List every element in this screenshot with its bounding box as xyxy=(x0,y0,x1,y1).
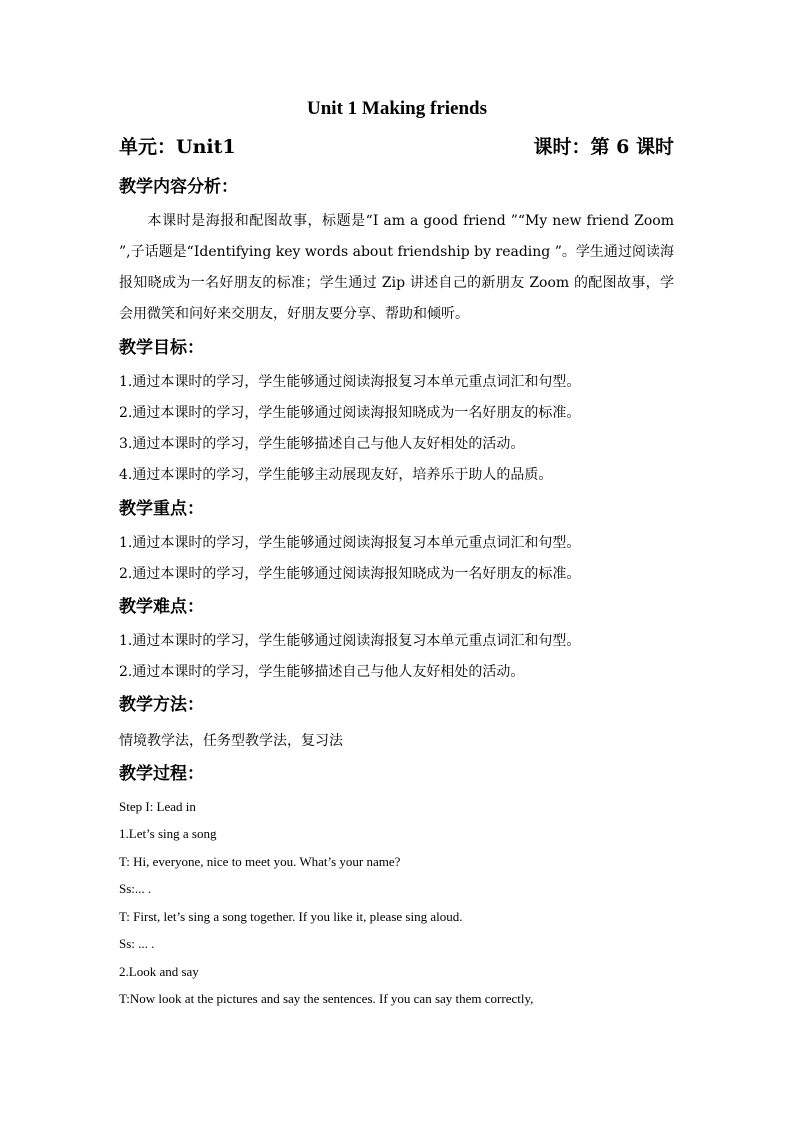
difficulty-item: 2.通过本课时的学习，学生能够描述自己与他人友好相处的活动。 xyxy=(119,664,525,680)
unit-info-line xyxy=(119,134,674,160)
content-analysis-text: 本课时是海报和配图故事，标题是“I am a good friend ”“My new friend Zoom ”,子话题是“Identifying key words about friendship by reading ”。学生通过阅读海报知晓成为一名好朋友的标准；学生通过 Zip 讲述自己的新朋友 Zoom 的配图故事，学会用微笑和问好来交朋友，好朋友要分享、帮助和倾听。 xyxy=(119,213,674,322)
difficulties-heading: 教学难点： xyxy=(119,597,204,617)
process-line: T: Hi, everyone, nice to meet you. What’s your name? xyxy=(119,854,401,869)
process-line: Ss: ... . xyxy=(119,936,155,951)
document-title: Unit 1 Making friends xyxy=(307,98,487,119)
process-heading: 教学过程： xyxy=(119,764,204,784)
objective-item: 1.通过本课时的学习，学生能够通过阅读海报复习本单元重点词汇和句型。 xyxy=(119,374,581,390)
difficulty-item: 1.通过本课时的学习，学生能够通过阅读海报复习本单元重点词汇和句型。 xyxy=(119,633,581,649)
key-point-item: 1.通过本课时的学习，学生能够通过阅读海报复习本单元重点词汇和句型。 xyxy=(119,535,581,551)
process-line: Ss:... . xyxy=(119,881,152,896)
process-line: T: First, let’s sing a song together. If you like it, please sing aloud. xyxy=(119,909,463,924)
process-line: T:Now look at the pictures and say the sentences. If you can say them correctly, xyxy=(119,991,534,1006)
objectives-heading: 教学目标： xyxy=(119,338,204,358)
content-analysis-heading: 教学内容分析： xyxy=(119,177,238,197)
content-analysis-paragraph xyxy=(119,206,674,330)
unit-label: 单元：Unit1 xyxy=(119,136,236,158)
objective-item: 2.通过本课时的学习，学生能够通过阅读海报知晓成为一名好朋友的标准。 xyxy=(119,405,581,421)
objective-item: 3.通过本课时的学习，学生能够描述自己与他人友好相处的活动。 xyxy=(119,436,525,452)
key-point-item: 2.通过本课时的学习，学生能够通过阅读海报知晓成为一名好朋友的标准。 xyxy=(119,566,581,582)
period-label: 课时：第 6 课时 xyxy=(533,136,674,158)
methods-text: 情境教学法，任务型教学法，复习法 xyxy=(119,733,343,749)
key-points-heading: 教学重点： xyxy=(119,499,204,519)
process-line: 2.Look and say xyxy=(119,964,199,979)
objective-item: 4.通过本课时的学习，学生能够主动展现友好，培养乐于助人的品质。 xyxy=(119,467,553,483)
process-line: 1.Let’s sing a song xyxy=(119,826,217,841)
methods-heading: 教学方法： xyxy=(119,695,204,715)
process-line: Step I: Lead in xyxy=(119,799,196,814)
